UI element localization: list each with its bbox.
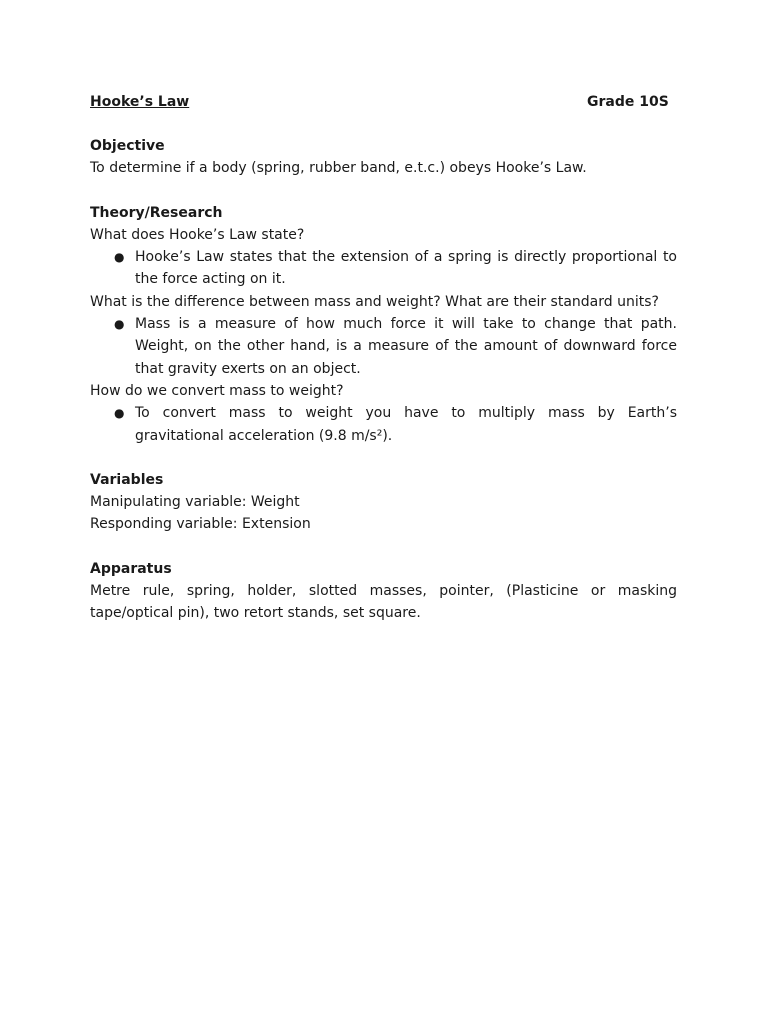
list-item xyxy=(90,402,677,447)
bullet-icon: ● xyxy=(114,406,125,421)
document-title: Hooke’s Law xyxy=(90,94,190,110)
theory-question-3: How do we convert mass to weight? xyxy=(90,382,344,399)
spacer xyxy=(90,113,677,135)
theory-question-1: What does Hooke’s Law state? xyxy=(90,226,305,243)
responding-variable: Responding variable: Extension xyxy=(90,516,311,533)
document-header xyxy=(90,91,677,113)
grade-label: Grade 10S xyxy=(587,94,669,110)
objective-heading: Objective xyxy=(90,138,165,154)
objective-section xyxy=(90,135,677,180)
bullet-icon: ● xyxy=(114,317,125,332)
list-item xyxy=(90,313,677,380)
spacer xyxy=(90,447,677,469)
variables-section xyxy=(90,469,677,536)
spacer xyxy=(90,536,677,558)
answer-list-3 xyxy=(90,402,677,447)
theory-answer-1: Hooke’s Law states that the extension of a spring is directly proportional to the force acting on it. xyxy=(135,249,677,288)
answer-list-1 xyxy=(90,246,677,291)
theory-answer-2: Mass is a measure of how much force it will take to change that path. Weight, on the other hand, is a measure of the amount of downward force that gravity exerts on an object. xyxy=(135,316,677,377)
apparatus-text: Metre rule, spring, holder, slotted masses, pointer, (Plasticine or masking tape/optical pin), two retort stands, set square. xyxy=(90,583,677,622)
answer-list-2 xyxy=(90,313,677,380)
apparatus-heading: Apparatus xyxy=(90,560,172,577)
theory-answer-3: To convert mass to weight you have to multiply mass by Earth’s gravitational acceleration (9.8 m/s²). xyxy=(135,405,677,444)
theory-question-2: What is the difference between mass and weight? What are their standard units? xyxy=(90,293,659,310)
bullet-icon: ● xyxy=(114,250,125,265)
list-item xyxy=(90,246,677,291)
apparatus-section xyxy=(90,558,677,625)
objective-text: To determine if a body (spring, rubber band, e.t.c.) obeys Hooke’s Law. xyxy=(90,160,587,177)
variables-heading: Variables xyxy=(90,471,164,488)
theory-section xyxy=(90,202,677,447)
manipulating-variable: Manipulating variable: Weight xyxy=(90,494,300,511)
spacer xyxy=(90,180,677,202)
theory-heading: Theory/Research xyxy=(90,204,223,221)
document-page xyxy=(90,91,677,625)
